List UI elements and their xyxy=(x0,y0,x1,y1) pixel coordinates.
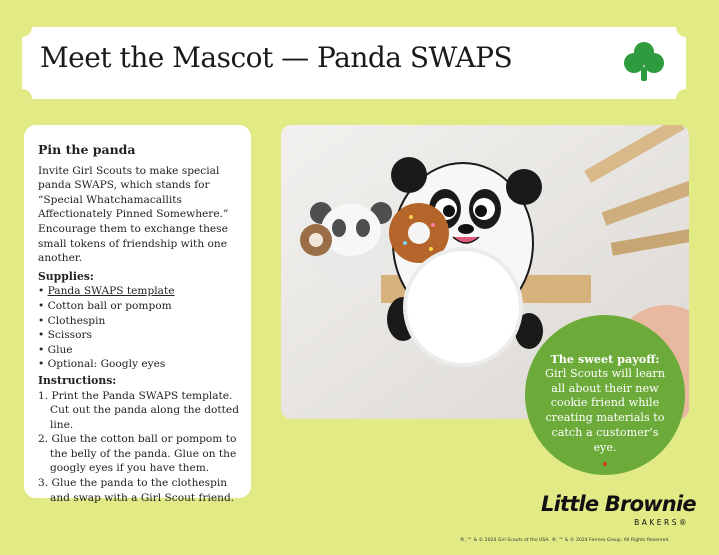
legal-notice: ®, ™ & © 2024 Girl Scouts of the USA. ®, ™ & © 2024 Ferrero Group. All Rights Reserved. xyxy=(460,538,670,543)
title-banner xyxy=(22,27,686,99)
template-link[interactable]: Panda SWAPS template xyxy=(47,285,175,298)
instructions-heading: Instructions: xyxy=(38,373,117,387)
callout-lead: The sweet payoff: xyxy=(550,352,660,366)
list-item: • Cotton ball or pompom xyxy=(38,299,241,314)
list-item: • Clothespin xyxy=(38,314,241,329)
list-item: 2. Glue the cotton ball or pompom to the belly of the panda. Glue on the googly eyes if you have them. xyxy=(38,433,237,475)
trefoil-icon xyxy=(622,41,666,83)
card-intro: Invite Girl Scouts to make special panda SWAPS, which stands for “Special Whatchamacallits Affectionately Pinned Somewhere.” Encourage them to exchange these small tokens of friendship with one another. xyxy=(38,164,229,265)
page-title: Meet the Mascot — Panda SWAPS xyxy=(40,41,513,74)
supplies-list xyxy=(38,284,241,372)
card-title: Pin the panda xyxy=(38,142,136,157)
callout-body: Girl Scouts will learn all about their new cookie friend while creating materials to catch a customer’s eye. xyxy=(545,366,665,454)
list-item xyxy=(38,284,241,299)
instructions-list xyxy=(38,389,241,506)
brand-logo xyxy=(539,492,696,532)
list-item: • Optional: Googly eyes xyxy=(38,357,241,372)
instructions-card xyxy=(24,125,251,504)
brand-name: Little Brownie xyxy=(541,492,696,516)
list-item: • Scissors xyxy=(38,328,241,343)
payoff-callout xyxy=(525,315,685,475)
decorative-dot xyxy=(603,462,607,466)
list-item: 3. Glue the panda to the clothespin and swap with a Girl Scout friend. xyxy=(38,477,235,504)
list-item: • Glue xyxy=(38,343,241,358)
brand-sub: BAKERS® xyxy=(634,518,689,527)
list-item: 1. Print the Panda SWAPS template. Cut out the panda along the dotted line. xyxy=(38,389,239,431)
supplies-heading: Supplies: xyxy=(38,269,94,283)
